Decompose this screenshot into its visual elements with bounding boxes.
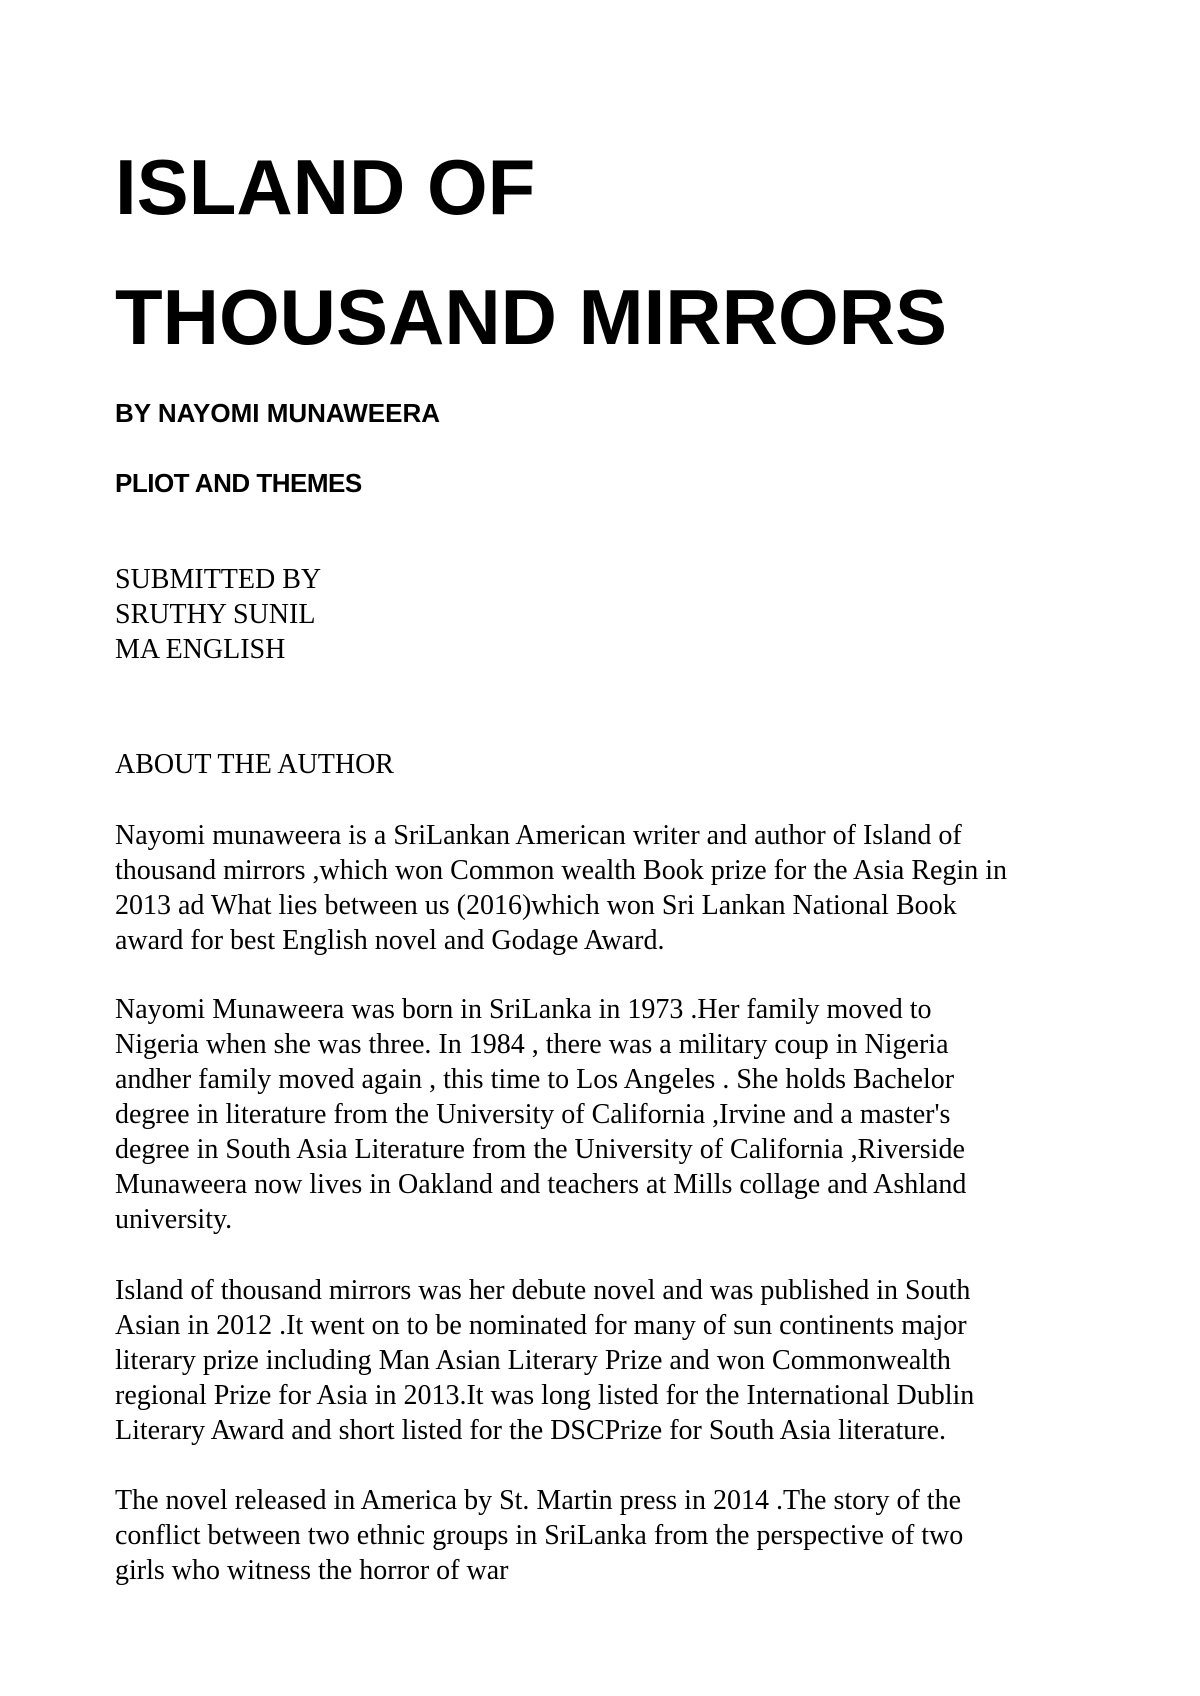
byline: BY NAYOMI MUNAWEERA <box>115 398 441 428</box>
paragraph-line: degree in literature from the University of California ,Irvine and a master's <box>115 1099 951 1130</box>
course-name: MA ENGLISH <box>115 634 286 665</box>
paragraph-2 <box>115 992 1115 1237</box>
paragraph-line: regional Prize for Asia in 2013.It was long listed for the International Dublin <box>115 1380 975 1411</box>
paragraph-3 <box>115 1273 1115 1448</box>
paragraph-line: Nayomi munaweera is a SriLankan American writer and author of Island of <box>115 820 962 851</box>
paragraph-1 <box>115 818 1115 958</box>
paragraph-line: Munaweera now lives in Oakland and teachers at Mills collage and Ashland <box>115 1169 967 1200</box>
paragraph-line: The novel released in America by St. Martin press in 2014 .The story of the <box>115 1485 962 1516</box>
paragraph-line: literary prize including Man Asian Literary Prize and won Commonwealth <box>115 1345 951 1376</box>
paragraph-line: Nayomi Munaweera was born in SriLanka in 1973 .Her family moved to <box>115 994 932 1025</box>
paragraph-4 <box>115 1483 1115 1588</box>
submission-block <box>115 562 321 667</box>
paragraph-line: Nigeria when she was three. In 1984 , there was a military coup in Nigeria <box>115 1029 949 1060</box>
paragraph-line: girls who witness the horror of war <box>115 1555 509 1586</box>
paragraph-line: Asian in 2012 .It went on to be nominated for many of sun continents major <box>115 1310 967 1341</box>
section-title: ABOUT THE AUTHOR <box>115 749 394 780</box>
paragraph-line: degree in South Asia Literature from the University of California ,Riverside <box>115 1134 965 1165</box>
title-line-2: THOUSAND MIRRORS <box>115 273 947 361</box>
paragraph-line: university. <box>115 1204 233 1235</box>
paragraph-line: Literary Award and short listed for the DSCPrize for South Asia literature. <box>115 1415 947 1446</box>
title-line-1: ISLAND OF <box>115 143 536 231</box>
paragraph-line: andher family moved again , this time to Los Angeles . She holds Bachelor <box>115 1064 955 1095</box>
student-name: SRUTHY SUNIL <box>115 599 316 630</box>
paragraph-line: award for best English novel and Godage Award. <box>115 925 665 956</box>
paragraph-line: thousand mirrors ,which won Common wealth Book prize for the Asia Regin in <box>115 855 1007 886</box>
paragraph-line: Island of thousand mirrors was her debute novel and was published in South <box>115 1275 971 1306</box>
submitted-by-label: SUBMITTED BY <box>115 564 322 595</box>
subtitle: PLIOT AND THEMES <box>115 468 362 498</box>
paragraph-line: 2013 ad What lies between us (2016)which won Sri Lankan National Book <box>115 890 957 921</box>
paragraph-line: conflict between two ethnic groups in SriLanka from the perspective of two <box>115 1520 964 1551</box>
